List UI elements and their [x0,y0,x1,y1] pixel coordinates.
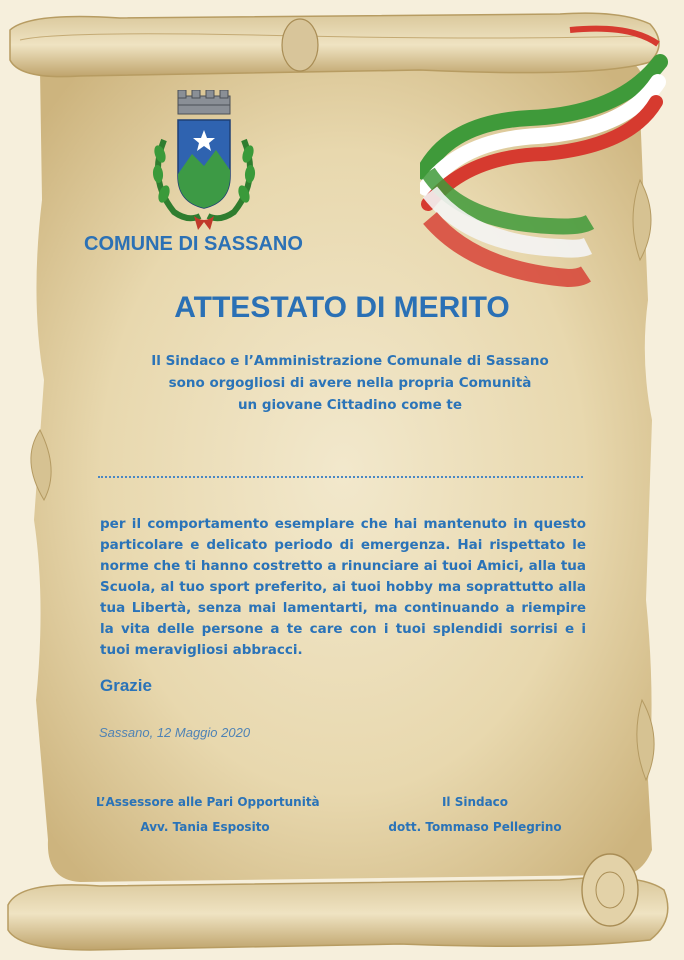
recipient-name-line[interactable] [98,476,583,478]
municipality-name: COMUNE DI SASSANO [84,233,303,255]
coat-of-arms-icon [148,90,260,232]
intro-paragraph [100,350,600,416]
assessore-role: L’Assessore alle Pari Opportunità [96,795,320,809]
italian-flag-ribbon-icon [420,22,680,302]
issue-date: Sassano, 12 Maggio 2020 [99,725,251,740]
merit-body-text: per il comportamento esemplare che hai mantenuto in questo particolare e delicato periodo di emergenza. Hai rispettato le norme che ti hanno costretto a rinunciare ai tuoi Amici, alla tua Scuola, al tuo sport preferito, ai tuoi hobby ma soprattutto alla tua Libertà, senza mai lamentarti, ma continuando a riempire la vita delle persone a te care con i tuoi splendidi sorrisi e i tuoi meravigliosi abbracci. [100,516,586,658]
certificate-title: ATTESTATO DI MERITO [174,291,510,324]
sindaco-role: Il Sindaco [441,795,509,809]
sindaco-name: dott. Tommaso Pellegrino [388,820,562,834]
closing-thanks: Grazie [100,676,152,695]
intro-line: Il Sindaco e l’Amministrazione Comunale di Sassano [151,353,549,369]
intro-line: un giovane Cittadino come te [237,397,463,413]
assessore-name: Avv. Tania Esposito [140,820,270,834]
intro-line: sono orgogliosi di avere nella propria Comunità [168,375,532,391]
